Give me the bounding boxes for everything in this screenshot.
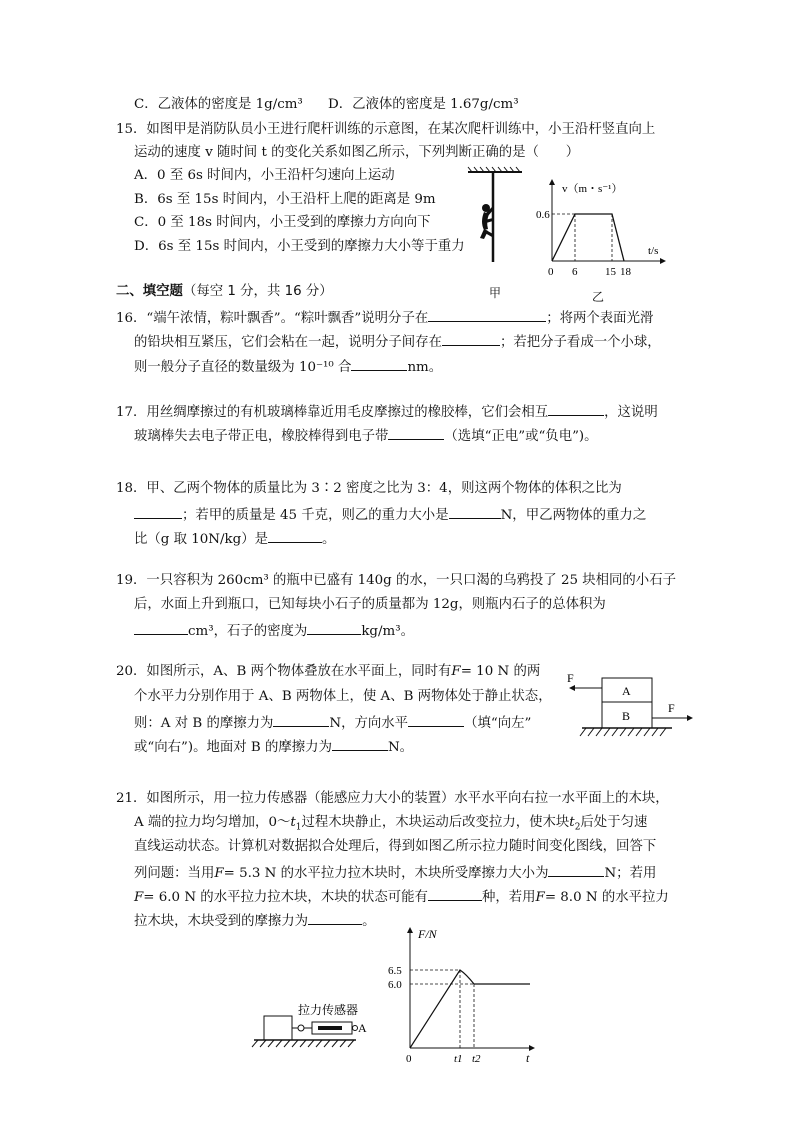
q16-text: ；将两个表面光滑: [546, 311, 654, 326]
q16-line2: [134, 331, 661, 352]
vt-xlabel: t/s: [648, 245, 659, 257]
q21-line5: [134, 886, 669, 907]
q19-line1: 19．一只容积为 260cm³ 的瓶中已盛有 140g 的水，一只口渴的乌鸦投了 25 块相同的小石子: [116, 573, 676, 588]
vt-origin: 0: [548, 266, 554, 278]
q20-text: （填“向左”: [464, 716, 532, 731]
q21-force-symbol: F: [214, 866, 224, 881]
q17-text: 17．用丝绸摩擦过的有机玻璃棒靠近用毛皮摩擦过的橡胶棒，它们会相互: [116, 405, 549, 420]
q20-blank-1[interactable]: [273, 712, 329, 727]
q21-text: 。: [362, 914, 376, 929]
q15-option-a: A．0 至 6s 时间内，小王沿杆匀速向上运动: [134, 168, 395, 183]
q20-blank-2[interactable]: [408, 712, 464, 727]
q20-text: = 10 N 的两: [460, 664, 541, 679]
q16-text: 的铅块相互紧压，它们会粘在一起，说明分子间存在: [134, 335, 442, 350]
q16-blank-2[interactable]: [442, 331, 500, 346]
q21-text: 列问题：当用: [134, 866, 215, 881]
q21-figure: [252, 922, 552, 1068]
vt-ytick: 0.6: [536, 209, 550, 221]
q21-line4: [134, 862, 656, 883]
q21-blank-2[interactable]: [428, 886, 482, 901]
q15-option-b: B．6s 至 15s 时间内，小王沿杆上爬的距离是 9m: [134, 192, 436, 207]
q20-figure-blocks: [560, 668, 700, 748]
wooden-block: [264, 1016, 292, 1040]
q19-text: cm³，石子的密度为: [188, 624, 308, 639]
q20-text: N。: [387, 740, 414, 755]
q19-blank-1[interactable]: [134, 620, 188, 635]
q20-line1: [116, 663, 540, 681]
q20-force-symbol: F: [451, 664, 461, 679]
q15-figure-vt-graph: [536, 176, 670, 280]
q21-line2: [134, 814, 647, 837]
q20-blank-3[interactable]: [332, 736, 388, 751]
q14-option-c: C．乙液体的密度是 1g/cm³: [134, 97, 303, 112]
q21-text: 后处于匀速: [580, 815, 648, 830]
block-a-label: A: [622, 684, 631, 698]
q18-blank-3[interactable]: [268, 528, 322, 543]
vt-curve: [552, 214, 624, 261]
q21-text: 过程木块静止，木块运动后改变拉力，使木块: [301, 815, 570, 830]
q18-line1: 18．甲、乙两个物体的质量比为 3∶2 密度之比为 3：4，则这两个物体的体积之比为: [116, 481, 622, 496]
q19-line3: [134, 620, 414, 641]
q17-line1: [116, 401, 658, 422]
q17-line2: [134, 425, 598, 446]
q19-text: kg/m³。: [361, 624, 414, 639]
sensor-label: 拉力传感器: [298, 1003, 359, 1017]
q17-text: （选填“正电”或“负电”)。: [444, 429, 598, 444]
q21-text: 拉木块，木块受到的摩擦力为: [134, 914, 309, 929]
q15-figure-yi-label: 乙: [592, 290, 605, 304]
q17-blank-1[interactable]: [548, 401, 604, 416]
q21-blank-1[interactable]: [548, 862, 604, 877]
vt-xtick-18: 18: [620, 266, 631, 278]
q18-text: 。: [322, 532, 336, 547]
q20-text: N，方向水平: [329, 716, 409, 731]
q21-text: A 端的拉力均匀增加，0～: [134, 815, 291, 830]
section2-note: （每空 1 分，共 16 分）: [182, 284, 333, 299]
q21-t-symbol: t: [290, 815, 296, 830]
q21-text: = 8.0 N 的水平拉力: [544, 890, 669, 905]
q20-line2: 个水平力分别作用于 A、B 两物体上，使 A、B 两物体处于静止状态，: [134, 689, 552, 704]
q20-text: 20．如图所示，A、B 两个物体叠放在水平面上，同时有: [116, 664, 452, 679]
q16-blank-1[interactable]: [428, 307, 546, 322]
q16-line3: [134, 356, 442, 377]
q19-blank-2[interactable]: [307, 620, 361, 635]
q18-blank-1[interactable]: [134, 504, 182, 519]
q20-line3: [134, 712, 531, 733]
ft-xtick-t2: t2: [472, 1053, 481, 1065]
q21-line3: 直线运动状态。计算机对数据拟合处理后，得到如图乙所示拉力随时间变化图线，回答下: [134, 839, 657, 854]
q21-force-symbol: F: [134, 890, 144, 905]
q15-stem-line1: 15．如图甲是消防队员小王进行爬杆训练的示意图，在某次爬杆训练中，小王沿杆竖直向上: [116, 122, 656, 137]
section2-title: 二、填空题: [116, 284, 183, 299]
force-right-label: F: [668, 701, 675, 715]
ft-curve: [410, 970, 530, 1048]
q21-t-subscript: 1: [295, 822, 302, 833]
q14-option-d: D．乙液体的密度是 1.67g/cm³: [328, 97, 519, 112]
q20-text: 或“向右”)。地面对 B 的摩擦力为: [134, 740, 332, 755]
q18-line3: [134, 528, 335, 549]
section2-heading: [116, 283, 333, 301]
q19-line2: 后，水面上升到瓶口，已知每块小石子的质量都为 12g，则瓶内石子的总体积为: [134, 597, 606, 612]
q15-figure-pole: [462, 166, 534, 296]
vt-ylabel: v（m・s⁻¹）: [562, 183, 623, 195]
q15-option-c: C．0 至 18s 时间内，小王受到的摩擦力方向向下: [134, 215, 431, 230]
q18-text: N，甲乙两物体的重力之: [500, 508, 647, 523]
block-b-label: B: [622, 709, 631, 723]
q17-blank-2[interactable]: [388, 425, 444, 440]
force-left-label: F: [567, 671, 574, 685]
q18-text: 比（g 取 10N/kg）是: [134, 532, 268, 547]
q15-figure-jia-label: 甲: [489, 286, 502, 300]
q21-text: = 5.3 N 的水平拉力拉木块时，木块所受摩擦力大小为: [223, 866, 549, 881]
q21-text: 种，若用: [481, 890, 536, 905]
q18-blank-2[interactable]: [449, 504, 501, 519]
q16-text: ；若把分子看成一个小球，: [499, 335, 661, 350]
q17-text: 玻璃棒失去电子带正电，橡胶棒得到电子带: [134, 429, 389, 444]
q21-t-symbol: t: [569, 815, 575, 830]
q20-text: 则：A 对 B 的摩擦力为: [134, 716, 274, 731]
ft-xlabel: t: [526, 1051, 530, 1065]
q15-option-d: D．6s 至 15s 时间内，小王受到的摩擦力大小等于重力: [134, 239, 465, 254]
q16-text: nm。: [407, 360, 443, 375]
q18-text: ；若甲的质量是 45 千克，则乙的重力大小是: [182, 508, 449, 523]
sensor-end-a-label: A: [358, 1021, 367, 1035]
q16-blank-3[interactable]: [351, 356, 407, 371]
ft-origin: 0: [406, 1053, 412, 1065]
q21-force-symbol: F: [535, 890, 545, 905]
q21-text: N；若用: [604, 866, 657, 881]
ft-ylabel: F/N: [418, 927, 437, 941]
q21-text: = 6.0 N 的水平拉力拉木块，木块的状态可能有: [143, 890, 428, 905]
q16-line1: [116, 307, 653, 328]
ft-ytick-6-5: 6.5: [388, 965, 402, 977]
ft-xtick-t1: t1: [454, 1053, 463, 1065]
q20-line4: [134, 736, 413, 757]
ft-ytick-6-0: 6.0: [388, 979, 402, 991]
q21-t-subscript: 2: [574, 822, 581, 833]
q15-stem-line2: 运动的速度 v 随时间 t 的变化关系如图乙所示，下列判断正确的是（ ）: [134, 145, 580, 160]
q21-line1: 21．如图所示，用一拉力传感器（能感应力大小的装置）水平水平向右拉一水平面上的木块，: [116, 791, 669, 806]
q16-text: 16．“端午浓情，粽叶飘香”。“粽叶飘香”说明分子在: [116, 311, 429, 326]
vt-xtick-6: 6: [572, 266, 578, 278]
q16-text: 则一般分子直径的数量级为 10⁻¹⁰ 合: [134, 360, 352, 375]
vt-xtick-15: 15: [605, 266, 616, 278]
q18-line2: [134, 504, 646, 525]
q17-text: ，这说明: [604, 405, 658, 420]
